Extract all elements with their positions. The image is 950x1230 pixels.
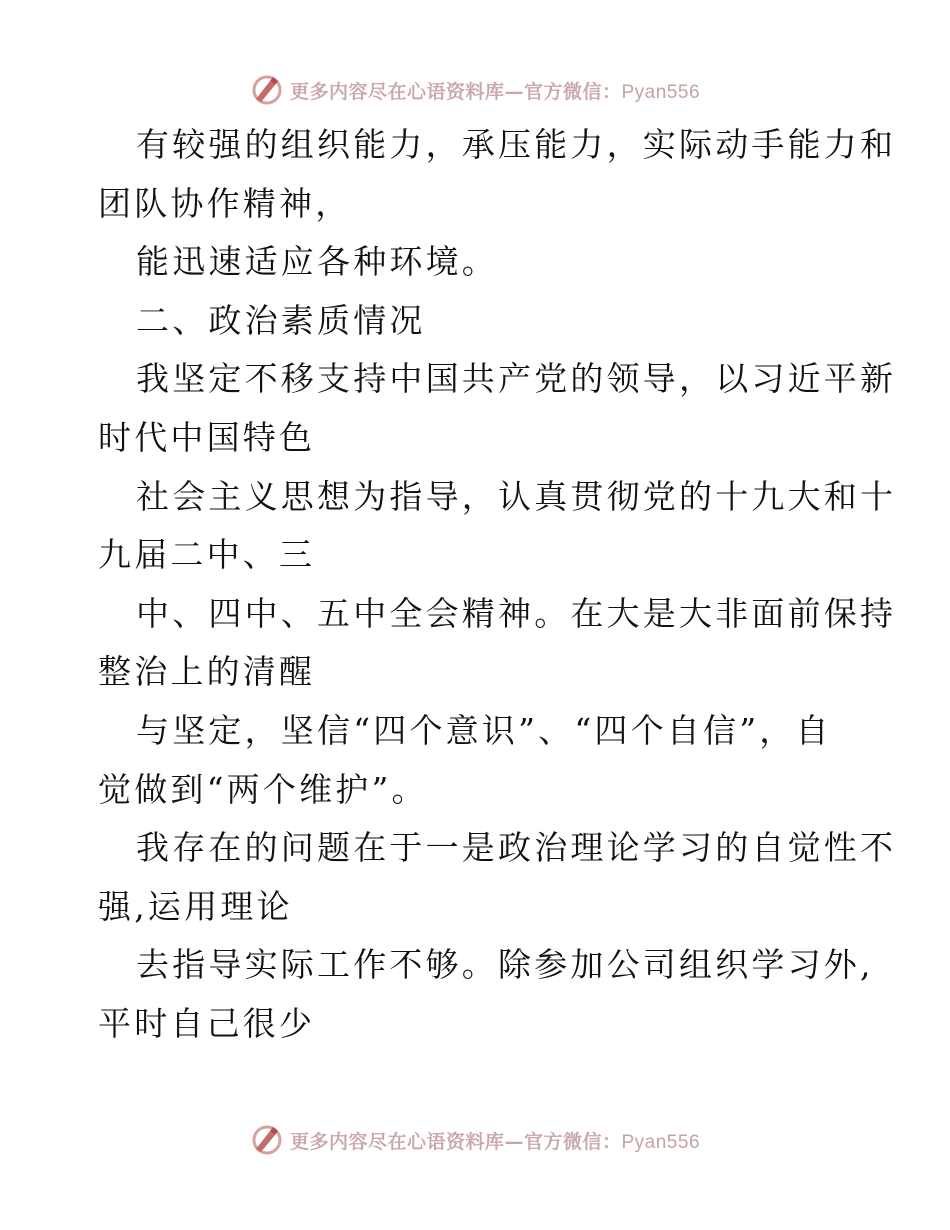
document-body [98, 116, 897, 1054]
text-line: 整治上的清醒 [98, 652, 316, 692]
text-line: 与坚定，坚信“四个意识”、“四个自信”，自 [136, 710, 832, 750]
watermark-text: 更多内容尽在心语资料库—官方微信：Pyan556 [289, 1130, 701, 1153]
text-line: 觉做到“两个维护”。 [98, 769, 428, 809]
pen-circle-logo-icon [250, 73, 284, 107]
text-line: 时代中国特色 [98, 417, 316, 457]
text-line: 有较强的组织能力，承压能力，实际动手能力和 [136, 125, 897, 164]
text-line: 能迅速适应各种环境。 [136, 242, 498, 282]
header-watermark [0, 70, 950, 110]
text-line: 我坚定不移支持中国共产党的领导，以习近平新 [136, 359, 897, 399]
watermark-text: 更多内容尽在心语资料库—官方微信：Pyan556 [289, 80, 701, 103]
pen-circle-logo-icon [250, 1123, 284, 1157]
text-line: 社会主义思想为指导，认真贯彻党的十九大和十 [136, 476, 897, 516]
footer-watermark [0, 1120, 950, 1160]
text-line: 中、四中、五中全会精神。在大是大非面前保持 [136, 593, 897, 633]
text-line: 九届二中、三 [98, 535, 316, 575]
text-line: 去指导实际工作不够。除参加公司组织学习外, [136, 945, 874, 985]
text-line: 我存在的问题在于一是政治理论学习的自觉性不 [136, 828, 897, 868]
text-line: 平时自己很少 [98, 1003, 316, 1043]
text-line: 强,运用理论 [98, 886, 293, 926]
text-line: 团队协作精神， [98, 183, 352, 223]
section-heading: 二、政治素质情况 [136, 300, 426, 340]
